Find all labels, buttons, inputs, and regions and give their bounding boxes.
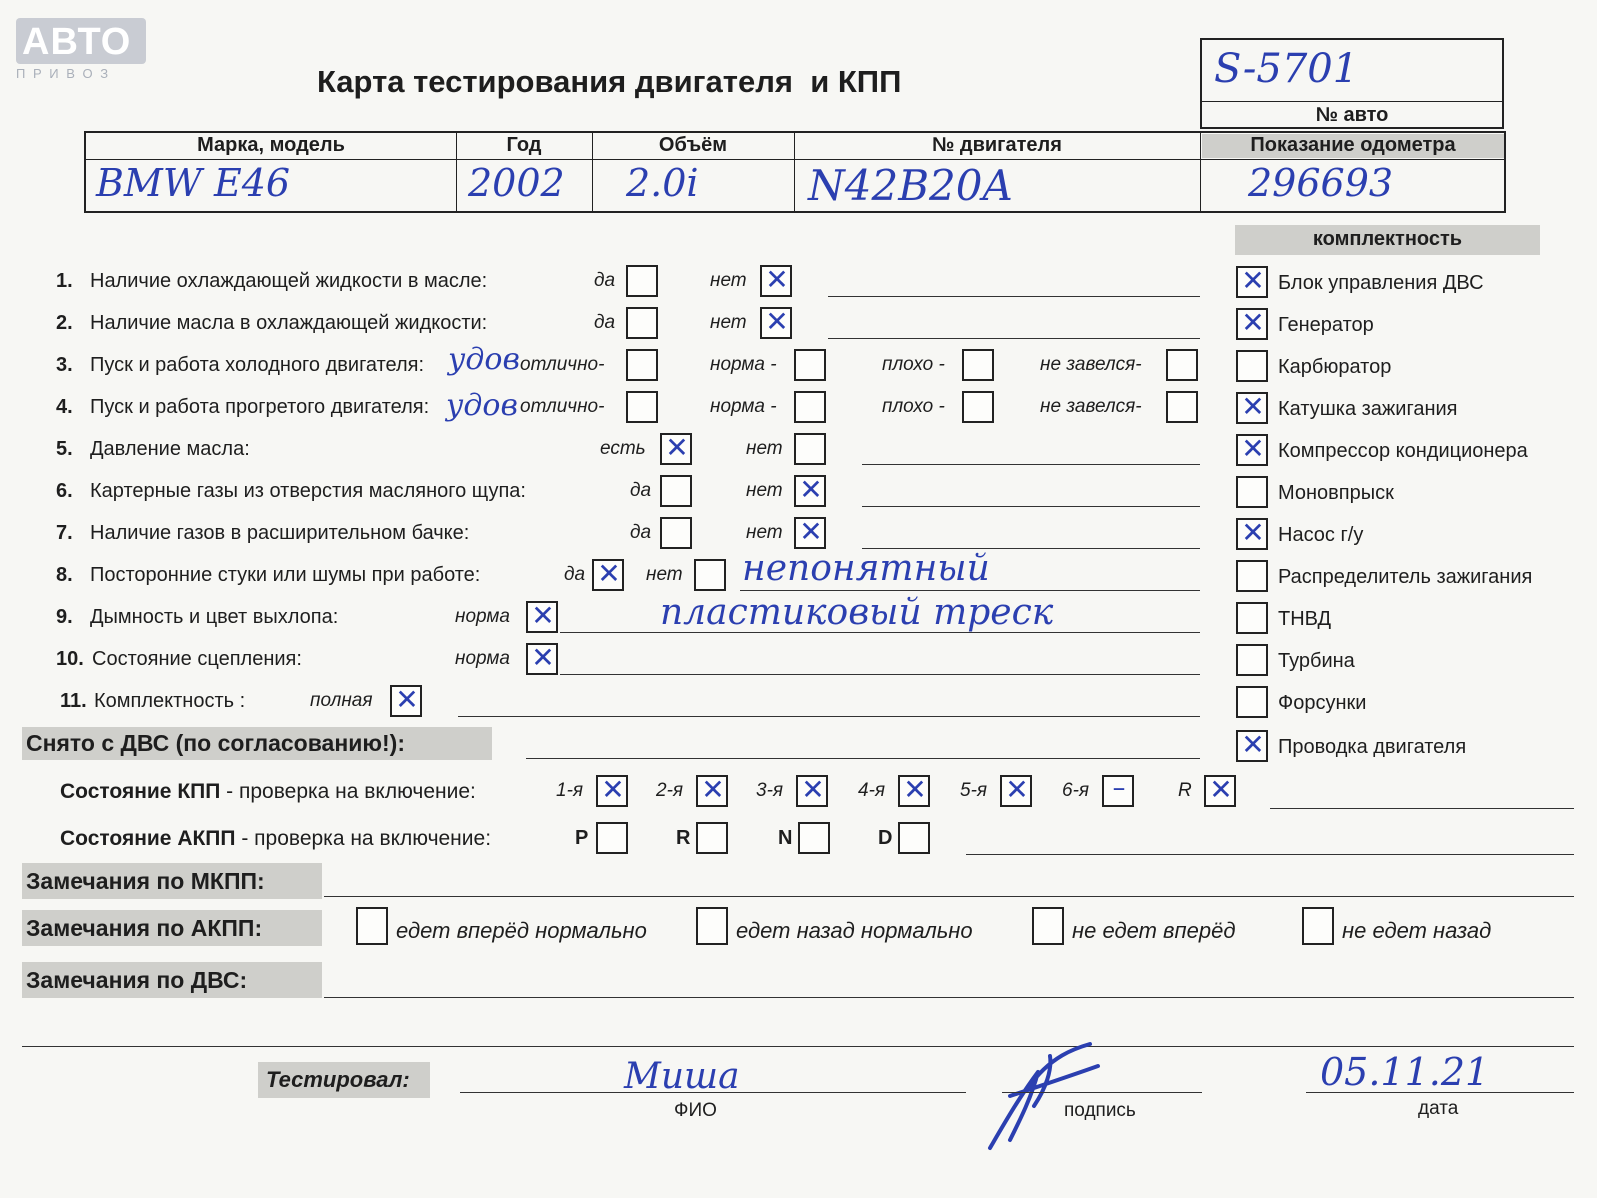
removed-header <box>22 727 492 760</box>
q2-text: Наличие масла в охлаждающей жидкости: <box>90 312 488 334</box>
value-odometer: 296693 <box>1248 161 1394 205</box>
q11-full-checkbox[interactable] <box>390 685 422 717</box>
q4-text: Пуск и работа прогретого двигателя: <box>90 396 430 418</box>
akpp-label-rest: - проверка на включение: <box>235 827 492 850</box>
signature-line <box>1002 1092 1202 1093</box>
date-line <box>1306 1092 1574 1093</box>
header-engine-number: № двигателя <box>932 134 1062 156</box>
kpp-label-bold: Состояние КПП <box>60 780 221 803</box>
q5-number: 5. <box>56 438 73 460</box>
q8-no-checkbox[interactable] <box>694 559 726 591</box>
q9-number: 9. <box>56 606 73 628</box>
q1-text: Наличие охлаждающей жидкости в масле: <box>90 270 488 292</box>
q5-opt-yes: есть <box>600 438 646 459</box>
akpp-mode-r-checkbox[interactable] <box>696 822 728 854</box>
akpp-forward-normal-label: едет вперёд нормально <box>396 918 647 943</box>
gear-5-checkbox[interactable] <box>1000 775 1032 807</box>
kit-distributor-label: Распределитель зажигания <box>1278 566 1533 588</box>
kit-turbine-checkbox[interactable] <box>1236 644 1268 676</box>
logo-main-text: АВТО <box>22 21 132 63</box>
remarks-mkpp-label: Замечания по МКПП: <box>26 868 265 894</box>
akpp-mode-d-checkbox[interactable] <box>898 822 930 854</box>
header-odometer: Показание одометра <box>1250 134 1456 156</box>
q11-number: 11. <box>60 690 87 712</box>
tested-label: Тестировал: <box>266 1067 410 1092</box>
akpp-label-bold: Состояние АКПП <box>60 827 236 850</box>
kpp-line <box>1270 808 1574 809</box>
gear-2-label: 2-я <box>656 780 684 801</box>
kit-injection-pump-label: ТНВД <box>1278 608 1332 630</box>
q4-excellent-checkbox[interactable] <box>626 391 658 423</box>
q2-opt-yes: да <box>594 312 616 333</box>
q7-text: Наличие газов в расширительном бачке: <box>90 522 470 544</box>
q3-opt-bad: плохо - <box>882 354 945 375</box>
q7-opt-yes: да <box>630 522 652 543</box>
q8-opt-no: нет <box>646 564 683 585</box>
q6-number: 6. <box>56 480 73 502</box>
q10-number: 10. <box>56 648 84 670</box>
akpp-mode-n-label: N <box>778 827 793 849</box>
q4-handwritten: удов <box>446 388 518 423</box>
q4-bad-checkbox[interactable] <box>962 391 994 423</box>
q3-excellent-checkbox[interactable] <box>626 349 658 381</box>
q10-opt-normal: норма <box>455 648 510 669</box>
kpp-label-rest: - проверка на включение: <box>220 780 476 803</box>
kit-injectors-checkbox[interactable] <box>1236 686 1268 718</box>
q8-number: 8. <box>56 564 73 586</box>
kit-injectors-label: Форсунки <box>1278 692 1367 714</box>
gear-4-checkbox[interactable] <box>898 775 930 807</box>
kit-generator-checkbox[interactable] <box>1236 308 1268 340</box>
q1-no-checkbox[interactable] <box>760 265 792 297</box>
akpp-mode-p-checkbox[interactable] <box>596 822 628 854</box>
q7-no-checkbox[interactable] <box>794 517 826 549</box>
akpp-mode-r-label: R <box>676 827 691 849</box>
kit-power-steering-pump-checkbox[interactable] <box>1236 518 1268 550</box>
gear-3-checkbox[interactable] <box>796 775 828 807</box>
gear-3-label: 3-я <box>756 780 784 801</box>
q7-opt-no: нет <box>746 522 783 543</box>
kit-header <box>1235 225 1540 255</box>
value-brand: BMW E46 <box>96 161 291 205</box>
q3-normal-checkbox[interactable] <box>794 349 826 381</box>
logo-sub-text: П Р И В О З <box>16 66 111 81</box>
tester-name-line <box>460 1092 966 1093</box>
removed-line <box>526 758 1200 759</box>
akpp-no-forward-checkbox[interactable] <box>1032 907 1064 945</box>
q9-line <box>560 632 1200 633</box>
q9-note: пластиковый треск <box>660 592 1054 633</box>
value-volume: 2.0i <box>626 161 699 205</box>
tester-name-caption: ФИО <box>674 1100 717 1121</box>
date-caption: дата <box>1418 1098 1459 1119</box>
q3-opt-normal: норма - <box>710 354 777 375</box>
q5-yes-checkbox[interactable] <box>660 433 692 465</box>
akpp-forward-normal-checkbox[interactable] <box>356 907 388 945</box>
auto-number-box <box>1200 38 1504 129</box>
q10-text: Состояние сцепления: <box>92 648 302 670</box>
q1-yes-checkbox[interactable] <box>626 265 658 297</box>
q8-line <box>740 590 1200 591</box>
gear-6-label: 6-я <box>1062 780 1090 801</box>
kit-generator-label: Генератор <box>1278 314 1374 336</box>
gear-5-label: 5-я <box>960 780 988 801</box>
q6-opt-yes: да <box>630 480 652 501</box>
kit-carburetor-label: Карбюратор <box>1278 356 1392 378</box>
remarks-mkpp-line <box>324 896 1574 897</box>
q10-normal-checkbox[interactable] <box>526 643 558 675</box>
kit-injection-pump-checkbox[interactable] <box>1236 602 1268 634</box>
kit-ecu-label: Блок управления ДВС <box>1278 272 1484 294</box>
header-volume: Объём <box>658 134 728 156</box>
q11-opt-full: полная <box>310 690 373 711</box>
q3-number: 3. <box>56 354 73 376</box>
q10-line <box>560 674 1200 675</box>
q2-no-checkbox[interactable] <box>760 307 792 339</box>
akpp-backward-normal-label: едет назад нормально <box>736 918 973 943</box>
q5-opt-no: нет <box>746 438 783 459</box>
q3-opt-no-start: не завелся- <box>1040 354 1142 375</box>
q6-opt-no: нет <box>746 480 783 501</box>
q3-text: Пуск и работа холодного двигателя: <box>90 354 425 376</box>
value-year: 2002 <box>468 161 565 205</box>
q6-yes-checkbox[interactable] <box>660 475 692 507</box>
vehicle-table <box>84 131 1506 213</box>
q2-line <box>828 338 1200 339</box>
remarks-akpp-label: Замечания по АКПП: <box>26 915 263 941</box>
header-year: Год <box>506 134 542 156</box>
q4-opt-normal: норма - <box>710 396 777 417</box>
akpp-mode-n-checkbox[interactable] <box>798 822 830 854</box>
q11-line <box>458 716 1200 717</box>
akpp-mode-d-label: D <box>878 827 893 849</box>
kit-ac-compressor-label: Компрессор кондиционера <box>1278 440 1528 462</box>
akpp-no-backward-checkbox[interactable] <box>1302 907 1334 945</box>
akpp-mode-p-label: P <box>575 827 589 849</box>
q9-normal-checkbox[interactable] <box>526 601 558 633</box>
signature-caption: подпись <box>1064 1100 1136 1121</box>
q6-line <box>862 506 1200 507</box>
akpp-label <box>60 827 491 851</box>
removed-label: Снято с ДВС (по согласованию!): <box>26 730 405 756</box>
q4-number: 4. <box>56 396 73 418</box>
q1-opt-yes: да <box>594 270 616 291</box>
q2-yes-checkbox[interactable] <box>626 307 658 339</box>
tested-header <box>258 1062 430 1098</box>
tester-name: Миша <box>624 1056 740 1097</box>
q5-line <box>862 464 1200 465</box>
akpp-no-backward-label: не едет назад <box>1342 918 1492 943</box>
remarks-dvs-header <box>22 962 322 998</box>
remarks-dvs-line <box>324 997 1574 998</box>
q4-opt-bad: плохо - <box>882 396 945 417</box>
q1-line <box>828 296 1200 297</box>
auto-number-label: № авто <box>1315 104 1389 126</box>
auto-number-value: S-5701 <box>1214 46 1359 92</box>
kit-engine-wiring-label: Проводка двигателя <box>1278 736 1467 758</box>
page-title: Карта тестирования двигателя и КПП <box>317 64 902 99</box>
q9-text: Дымность и цвет выхлопа: <box>90 606 339 628</box>
gear-6-checkbox[interactable] <box>1102 775 1134 807</box>
header-brand: Марка, модель <box>197 134 345 156</box>
signature <box>980 1036 1110 1156</box>
gear-1-label: 1-я <box>556 780 584 801</box>
kit-ignition-coil-label: Катушка зажигания <box>1278 398 1458 420</box>
akpp-line <box>966 854 1574 855</box>
q7-yes-checkbox[interactable] <box>660 517 692 549</box>
q2-number: 2. <box>56 312 73 334</box>
q4-opt-no-start: не завелся- <box>1040 396 1142 417</box>
kit-power-steering-pump-label: Насос г/у <box>1278 524 1364 546</box>
kit-ignition-coil-checkbox[interactable] <box>1236 392 1268 424</box>
akpp-backward-normal-checkbox[interactable] <box>696 907 728 945</box>
q6-no-checkbox[interactable] <box>794 475 826 507</box>
q2-opt-no: нет <box>710 312 747 333</box>
q1-opt-no: нет <box>710 270 747 291</box>
test-date: 05.11.21 <box>1320 1050 1490 1094</box>
q7-number: 7. <box>56 522 73 544</box>
akpp-no-forward-label: не едет вперёд <box>1072 918 1236 943</box>
q9-opt-normal: норма <box>455 606 510 627</box>
q3-handwritten: удов <box>448 342 520 377</box>
kit-monoinjection-label: Моновпрыск <box>1278 482 1394 504</box>
kit-turbine-label: Турбина <box>1278 650 1355 672</box>
gear-4-label: 4-я <box>858 780 886 801</box>
q6-text: Картерные газы из отверстия масляного щупа: <box>90 480 526 502</box>
q8-text: Посторонние стуки или шумы при работе: <box>90 564 481 586</box>
kit-ac-compressor-checkbox[interactable] <box>1236 434 1268 466</box>
gear-r-label: R <box>1178 780 1192 801</box>
kit-ecu-checkbox[interactable] <box>1236 266 1268 298</box>
q3-no-start-checkbox[interactable] <box>1166 349 1198 381</box>
value-engine-number: N42B20A <box>808 161 1013 210</box>
q11-text: Комплектность : <box>94 690 246 712</box>
q5-text: Давление масла: <box>90 438 250 460</box>
brand-logo <box>16 18 146 64</box>
q3-opt-excellent: отлично- <box>520 354 605 375</box>
gear-r-checkbox[interactable] <box>1204 775 1236 807</box>
q4-normal-checkbox[interactable] <box>794 391 826 423</box>
remarks-dvs-label: Замечания по ДВС: <box>26 967 248 993</box>
q3-bad-checkbox[interactable] <box>962 349 994 381</box>
q1-number: 1. <box>56 270 73 292</box>
remarks-dvs-line-2 <box>22 1046 1574 1047</box>
q8-opt-yes: да <box>564 564 586 585</box>
q4-no-start-checkbox[interactable] <box>1166 391 1198 423</box>
kit-carburetor-checkbox[interactable] <box>1236 350 1268 382</box>
gear-2-checkbox[interactable] <box>696 775 728 807</box>
remarks-mkpp-header <box>22 863 322 899</box>
kit-header-label: комплектность <box>1312 228 1463 250</box>
remarks-akpp-header <box>22 910 322 946</box>
kpp-label <box>60 780 476 804</box>
gear-1-checkbox[interactable] <box>596 775 628 807</box>
q5-no-checkbox[interactable] <box>794 433 826 465</box>
q8-note: непонятный <box>742 548 990 589</box>
kit-engine-wiring-checkbox[interactable] <box>1236 730 1268 762</box>
kit-monoinjection-checkbox[interactable] <box>1236 476 1268 508</box>
q4-opt-excellent: отлично- <box>520 396 605 417</box>
q8-yes-checkbox[interactable] <box>592 559 624 591</box>
kit-distributor-checkbox[interactable] <box>1236 560 1268 592</box>
